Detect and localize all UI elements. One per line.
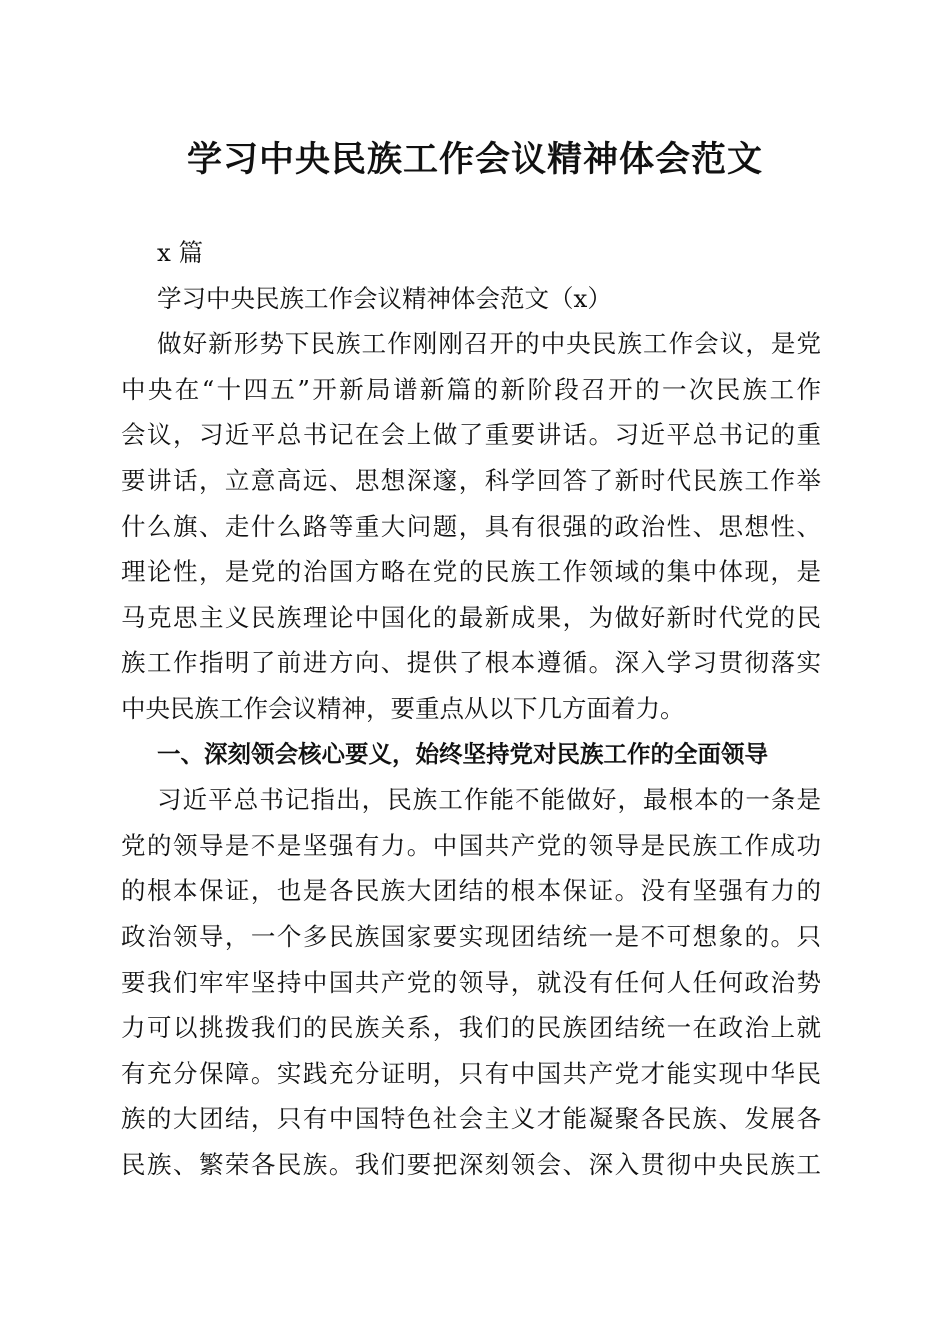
paragraph-line: 中央在“十四五”开新局谱新篇的新阶段召开的一次民族工作: [121, 374, 821, 404]
document-body: [121, 230, 821, 1187]
paragraph-line: 会议，习近平总书记在会上做了重要讲话。习近平总书记的重: [121, 420, 821, 450]
subtitle: 学习中央民族工作会议精神体会范文（x）: [157, 283, 612, 313]
paragraph-line: 族工作指明了前进方向、提供了根本遵循。深入学习贯彻落实: [121, 648, 821, 678]
paragraph-line: 政治领导，一个多民族国家要实现团结统一是不可想象的。只: [121, 921, 821, 951]
paragraph-line: 的根本保证，也是各民族大团结的根本保证。没有坚强有力的: [121, 876, 821, 906]
paragraph-line: 习近平总书记指出，民族工作能不能做好，最根本的一条是: [157, 785, 821, 815]
paragraph-line: 要我们牢牢坚持中国共产党的领导，就没有任何人任何政治势: [121, 967, 821, 997]
paragraph-2: [121, 777, 821, 1187]
paragraph-line: 中央民族工作会议精神，要重点从以下几方面着力。: [121, 693, 685, 723]
paragraph-line: 做好新形势下民族工作刚刚召开的中央民族工作会议，是党: [157, 329, 821, 359]
paragraph-line: 理论性，是党的治国方略在党的民族工作领域的集中体现，是: [121, 557, 821, 587]
paragraph-line: 党的领导是不是坚强有力。中国共产党的领导是民族工作成功: [121, 830, 821, 860]
paragraph-line: 有充分保障。实践充分证明，只有中国共产党才能实现中华民: [121, 1058, 821, 1088]
section-heading: 一、深刻领会核心要义，始终坚持党对民族工作的全面领导: [157, 739, 768, 768]
document-title: 学习中央民族工作会议精神体会范文: [186, 140, 763, 180]
paragraph-line: 马克思主义民族理论中国化的最新成果，为做好新时代党的民: [121, 602, 821, 632]
paragraph-1: [121, 321, 821, 731]
paragraph-line: 民族、繁荣各民族。我们要把深刻领会、深入贯彻中央民族工: [121, 1149, 821, 1179]
count-line: x 篇: [157, 238, 204, 267]
paragraph-line: 什么旗、走什么路等重大问题，具有很强的政治性、思想性、: [121, 511, 821, 541]
paragraph-line: 力可以挑拨我们的民族关系，我们的民族团结统一在政治上就: [121, 1013, 821, 1043]
paragraph-line: 要讲话，立意高远、思想深邃，科学回答了新时代民族工作举: [121, 465, 821, 495]
paragraph-line: 族的大团结，只有中国特色社会主义才能凝聚各民族、发展各: [121, 1104, 821, 1134]
